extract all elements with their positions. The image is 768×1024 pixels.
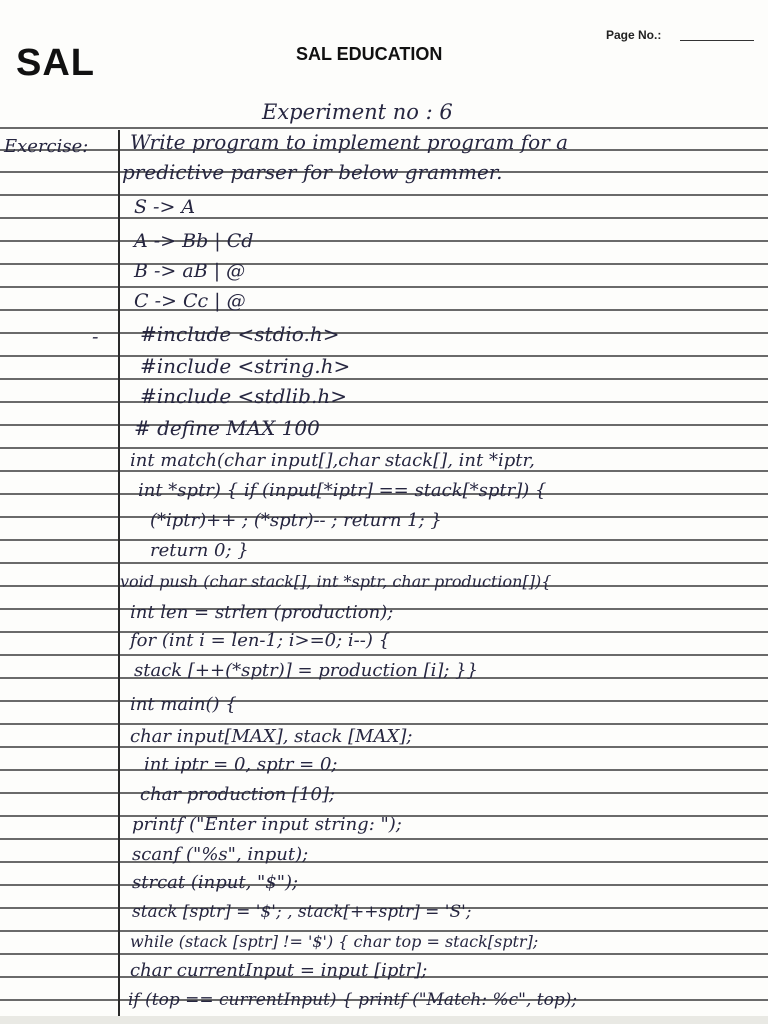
- handwritten-line: stack [++(*sptr)] = production [i]; }}: [134, 660, 479, 681]
- page-bottom-edge: [0, 1016, 768, 1024]
- page-number-label: Page No.:: [606, 28, 662, 42]
- handwritten-line: int main() {: [130, 694, 237, 715]
- handwritten-line: char input[MAX], stack [MAX];: [130, 726, 413, 747]
- handwritten-line: void push (char stack[], int *sptr, char production[]){: [120, 572, 552, 591]
- handwritten-line: Write program to implement program for a: [130, 130, 569, 154]
- handwritten-line: int match(char input[],char stack[], int *iptr,: [130, 450, 535, 471]
- margin-dash: -: [92, 326, 99, 348]
- experiment-heading: Experiment no : 6: [262, 100, 453, 124]
- handwritten-line: S -> A: [134, 196, 196, 218]
- handwritten-line: int *sptr) { if (input[*iptr] == stack[*sptr]) {: [138, 480, 547, 501]
- handwritten-line: #include <string.h>: [140, 354, 351, 378]
- handwritten-line: char currentInput = input [iptr];: [130, 960, 428, 981]
- handwritten-line: strcat (input, "$");: [132, 872, 299, 893]
- brand-title: SAL EDUCATION: [296, 44, 443, 64]
- handwritten-line: printf ("Enter input string: ");: [132, 814, 402, 835]
- handwritten-line: #include <stdio.h>: [140, 322, 340, 346]
- handwritten-line: predictive parser for below grammer.: [122, 160, 503, 184]
- handwritten-line: stack [sptr] = '$'; , stack[++sptr] = 'S';: [132, 902, 472, 922]
- handwritten-line: A -> Bb | Cd: [134, 230, 254, 252]
- handwritten-line: B -> aB | @: [134, 260, 246, 282]
- handwritten-line: C -> Cc | @: [134, 290, 246, 312]
- handwritten-line: for (int i = len-1; i>=0; i--) {: [130, 630, 391, 651]
- handwritten-line: int iptr = 0, sptr = 0;: [144, 754, 338, 775]
- handwritten-line: return 0; }: [150, 540, 249, 561]
- handwritten-line: while (stack [sptr] != '$') { char top = stack[sptr];: [130, 932, 539, 951]
- exercise-label: Exercise:: [4, 136, 89, 157]
- handwritten-line: int len = strlen (production);: [130, 602, 394, 623]
- handwritten-line: #include <stdlib.h>: [140, 384, 347, 408]
- handwritten-line: scanf ("%s", input);: [132, 844, 309, 865]
- handwritten-line: char production [10];: [140, 784, 336, 805]
- handwritten-line: if (top == currentInput) { printf ("Match: %c", top);: [128, 990, 578, 1010]
- sal-logo: SAL: [16, 42, 95, 84]
- handwritten-line: # define MAX 100: [134, 416, 320, 440]
- handwritten-line: (*iptr)++ ; (*sptr)-- ; return 1; }: [150, 510, 442, 531]
